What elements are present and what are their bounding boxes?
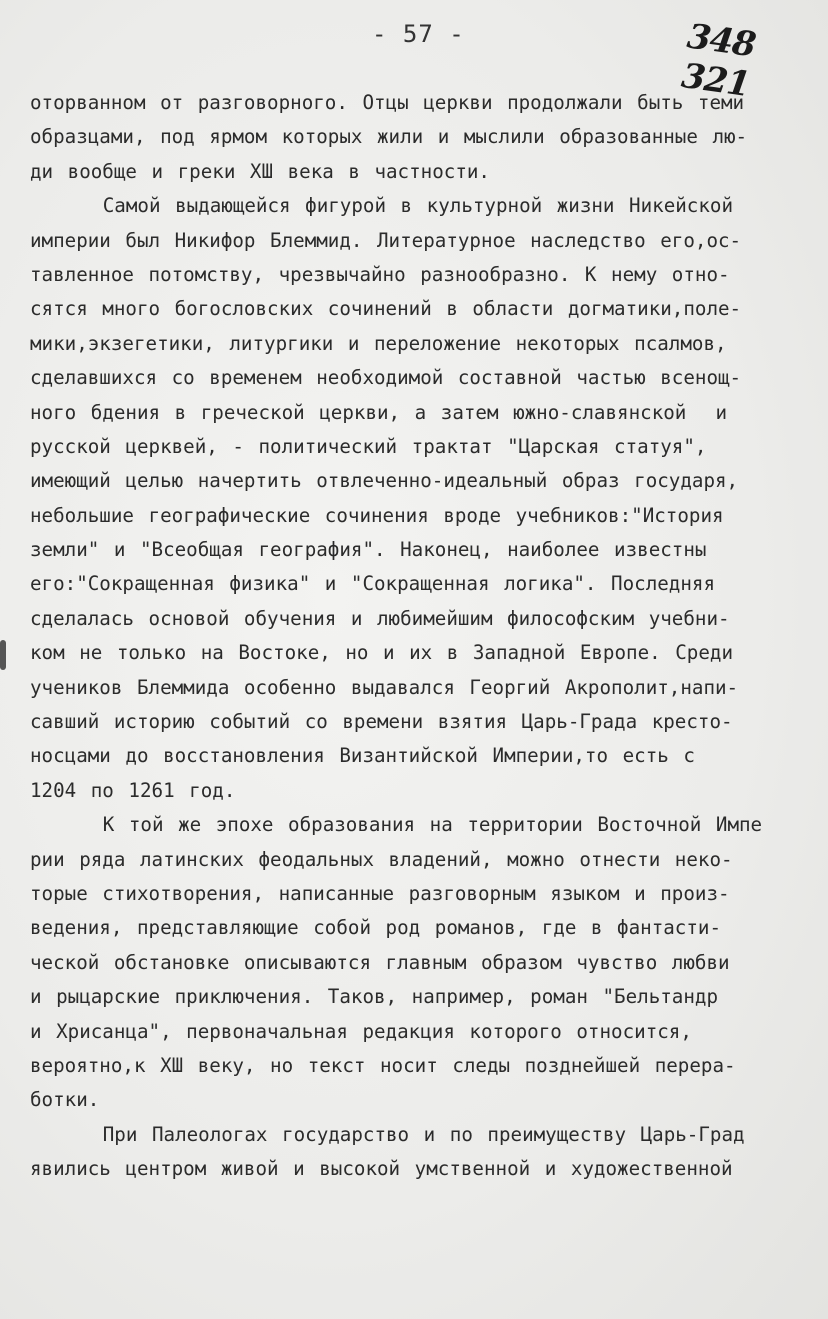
text-line: мики,экзегетики, литургики и переложение некоторых псалмов, [30, 331, 727, 355]
text-line: К той же эпохе образования на территории Восточной Импе [30, 813, 763, 837]
text-line: ботки. [30, 1088, 100, 1112]
archive-number: 348 321 [679, 16, 758, 106]
text-line: сделалась основой обучения и любимейшим философским учебни- [30, 606, 730, 630]
text-line: При Палеологах государство и по преимуществу Царь-Град [30, 1122, 745, 1146]
text-line: оторванном от разговорного. Отцы церкви продолжали быть теми [30, 91, 745, 114]
text-line: империи был Никифор Блеммид. Литературное наследство его,ос- [30, 228, 742, 252]
text-line: учеников Блеммида особенно выдавался Георгий Акрополит,напи- [30, 675, 739, 699]
text-line: Самой выдающейся фигурой в культурной жизни Никейской [30, 194, 734, 218]
text-line: явились центром живой и высокой умственной и художественной [30, 1157, 733, 1181]
text-line: русской церквей, - политический трактат "Царская статуя", [30, 434, 707, 458]
text-line: ди вообще и греки XШ века в частности. [30, 159, 490, 183]
text-line: савший историю событий со времени взятия Царь-Града кресто- [30, 710, 733, 734]
text-line: ведения, представляющие собой род романов, где в фантасти- [30, 916, 722, 940]
body-text [30, 86, 825, 1187]
text-line: небольшие географические сочинения вроде учебников:"История [30, 503, 724, 527]
text-line: вероятно,к XШ веку, но текст носит следы позднейшей перера- [30, 1053, 736, 1077]
text-line: сделавшихся со временем необходимой составной частью всенощ- [30, 366, 742, 390]
text-line: 1204 по 1261 год. [30, 778, 236, 802]
text-line: земли" и "Всеобщая география". Наконец, наиболее известны [30, 538, 707, 562]
text-line: образцами, под ярмом которых жили и мыслили образованные лю- [30, 125, 748, 149]
text-line: имеющий целью начертить отвлеченно-идеальный образ государя, [30, 469, 739, 493]
text-line: его:"Сокращенная физика" и "Сокращенная логика". Последняя [30, 572, 716, 596]
text-line: рии ряда латинских феодальных владений, можно отнести неко- [30, 847, 733, 871]
text-line: тавленное потомству, чрезвычайно разнообразно. К нему отно- [30, 262, 730, 286]
text-line: ческой обстановке описываются главным образом чувство любви [30, 950, 730, 974]
text-line: носцами до восстановления Византийской Империи,то есть с [30, 744, 695, 768]
text-line: и рыцарские приключения. Таков, например, роман "Бельтандр [30, 985, 719, 1009]
text-line: и Хрисанца", первоначальная редакция которого относится, [30, 1019, 692, 1043]
text-line: ного бдения в греческой церкви, а затем южно-славянской и [30, 400, 728, 424]
text-line: торые стихотворения, написанные разговорным языком и произ- [30, 881, 730, 905]
text-line: ком не только на Востоке, но и их в Западной Европе. Среди [30, 641, 734, 665]
page-number: - 57 - [372, 20, 465, 48]
margin-mark [0, 640, 6, 670]
text-line: сятся много богословских сочинений в области догматики,поле- [30, 297, 742, 321]
